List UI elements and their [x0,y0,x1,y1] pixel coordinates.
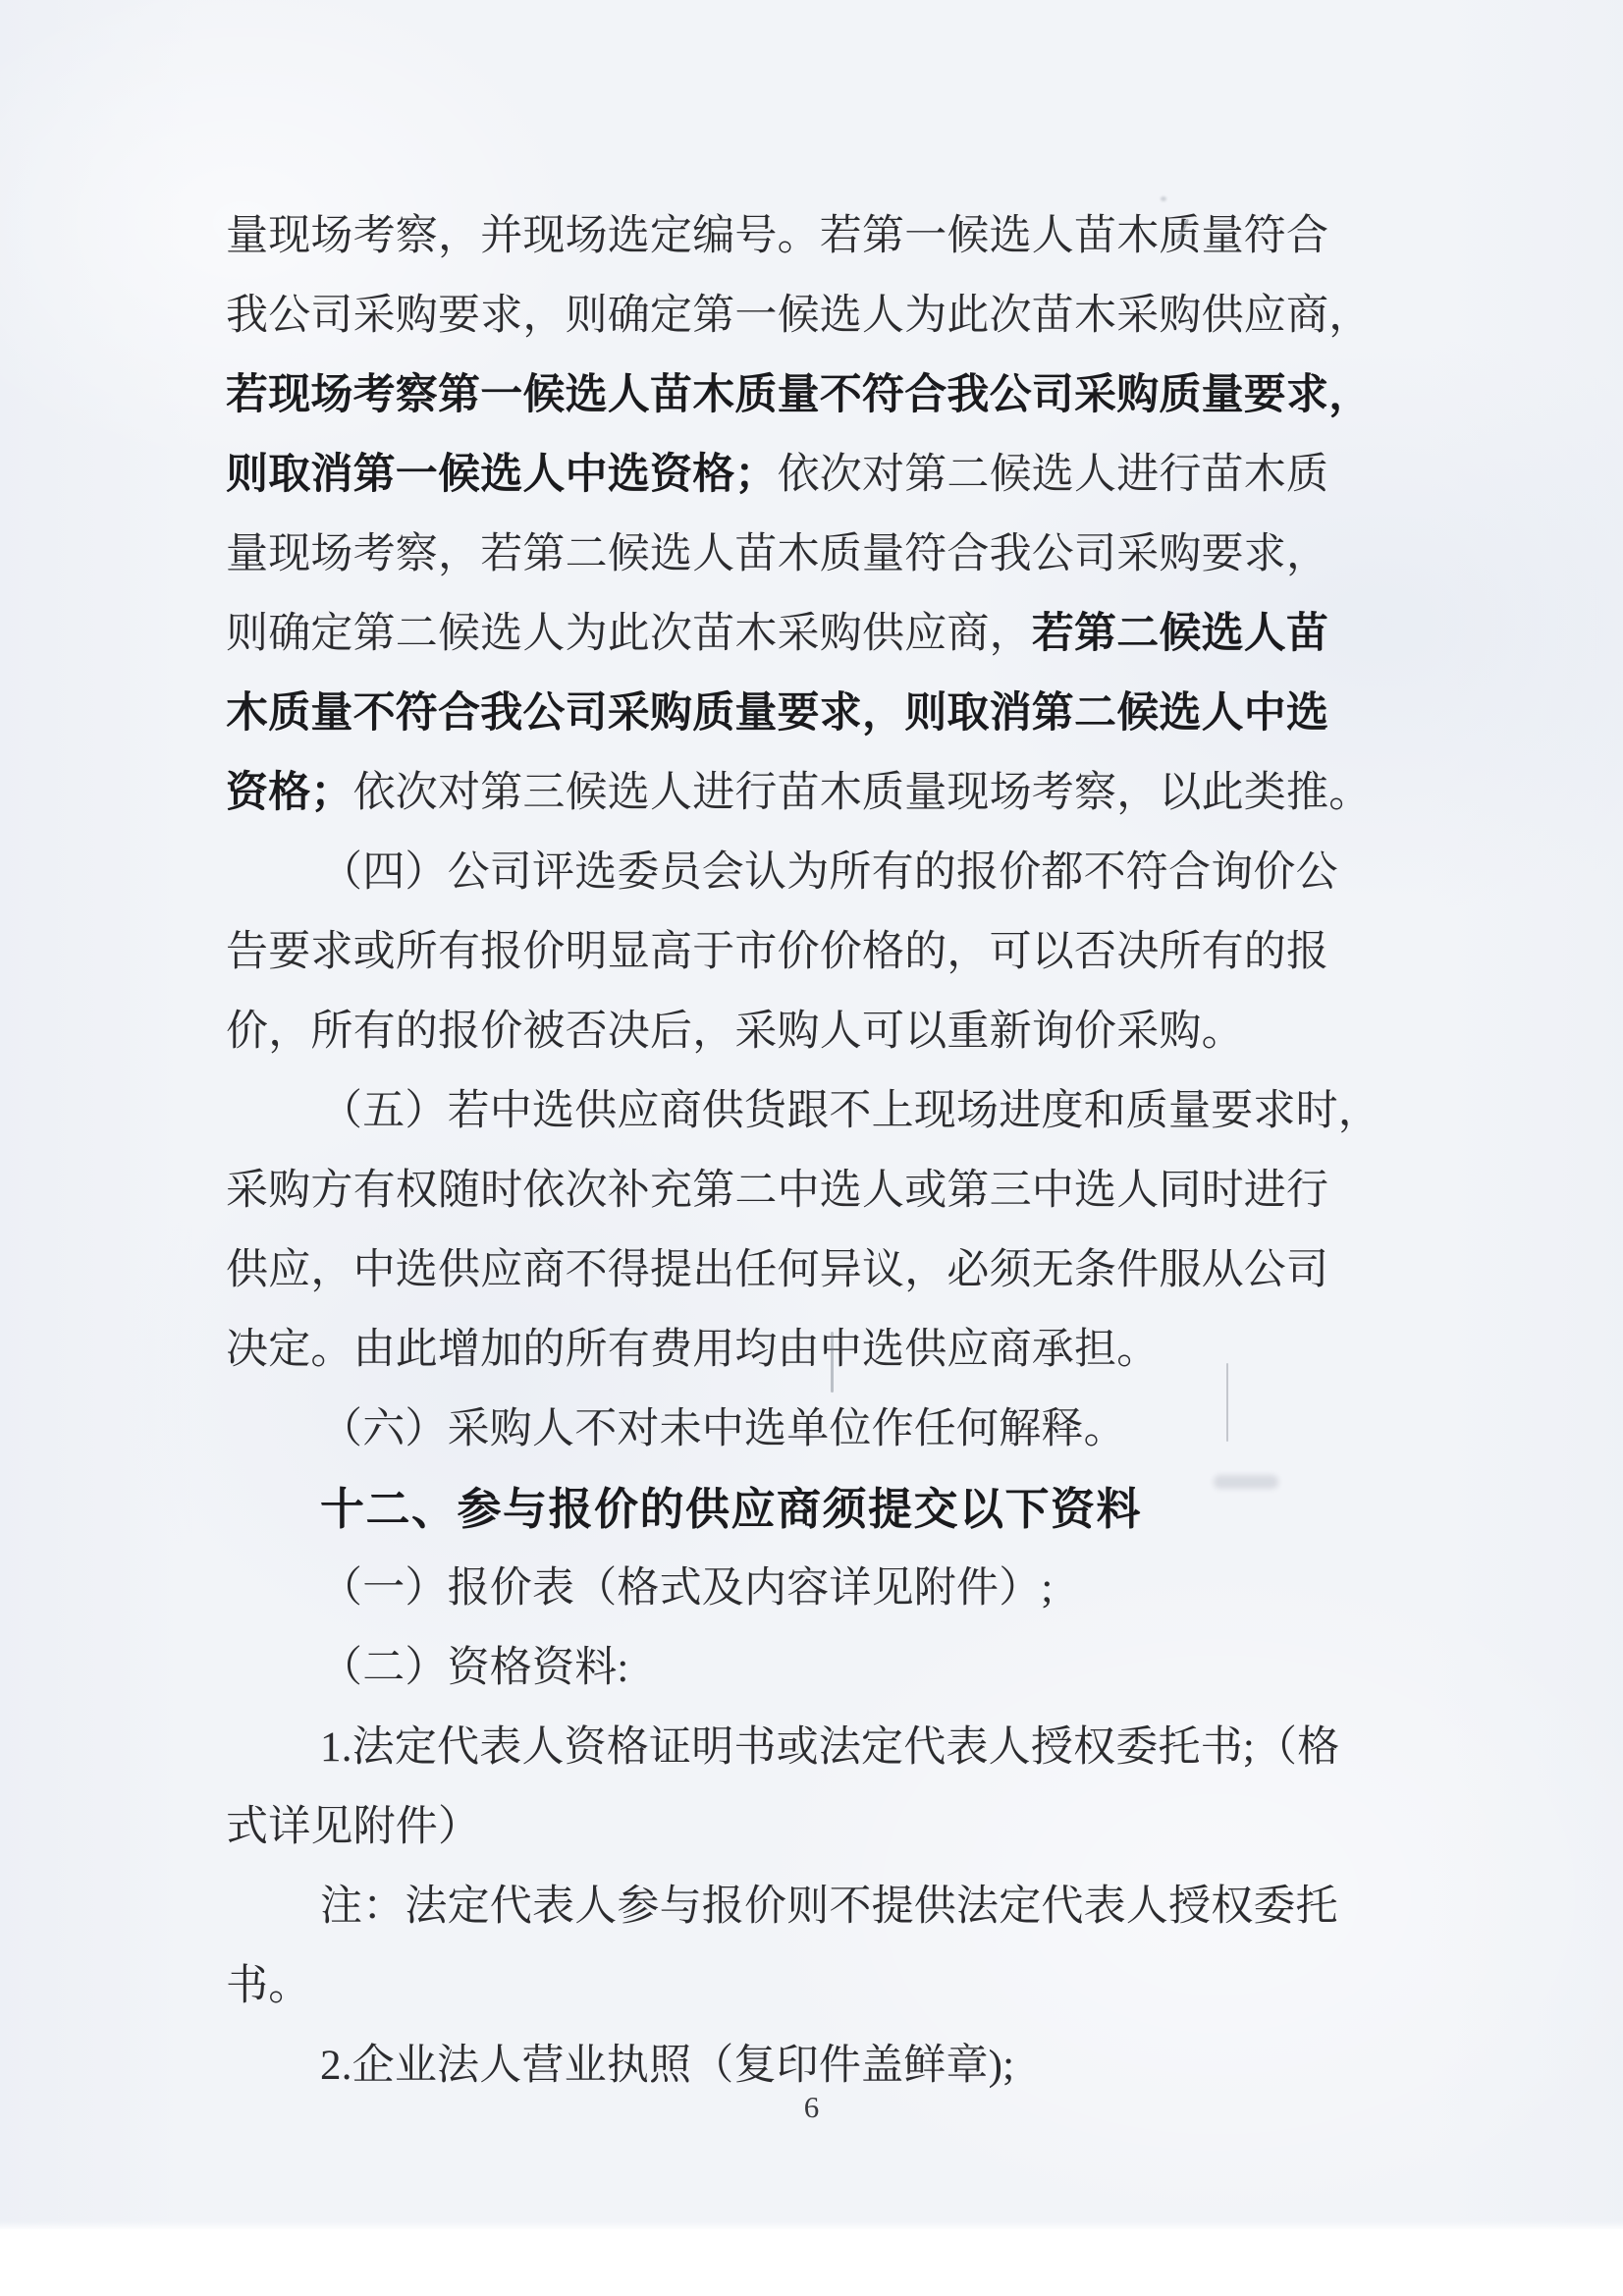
text-segment: 则确定第二候选人为此次苗木采购供应商， [226,611,1032,657]
text-line [226,1151,1412,1230]
text-line [226,1787,1412,1867]
text-line [226,674,1412,753]
text-segment: （一）报价表（格式及内容详见附件）; [320,1565,1054,1612]
text-line [226,1549,1412,1628]
text-line [226,753,1412,833]
text-segment: 式详见附件） [226,1804,481,1850]
text-segment: 量现场考察，若第二候选人苗木质量符合我公司采购要求， [226,531,1329,577]
text-line [226,435,1412,515]
text-line [226,1867,1412,1946]
text-segment: 2.企业法人营业执照（复印件盖鲜章); [320,2043,1015,2089]
text-line [226,1390,1412,1469]
text-segment: 告要求或所有报价明显高于市价价格的，可以否决所有的报 [226,929,1329,975]
text-segment: 决定。由此增加的所有费用均由中选供应商承担。 [226,1327,1160,1373]
text-segment: （二）资格资料: [320,1645,629,1691]
text-line [226,276,1412,355]
text-line [226,1071,1412,1151]
text-segment: 若现场考察第一候选人苗木质量不符合我公司采购质量要求， [226,372,1372,418]
text-line [226,912,1412,992]
text-line [226,1230,1412,1310]
text-line [226,1310,1412,1390]
text-line [226,355,1412,435]
page-number: 6 [803,2090,820,2124]
text-segment: 若第二候选人苗 [1031,611,1329,657]
text-segment: 依次对第二候选人进行苗木质 [777,452,1329,498]
text-segment: （六）采购人不对未中选单位作任何解释。 [320,1406,1126,1452]
text-line [226,196,1412,276]
text-segment: 依次对第三候选人进行苗木质量现场考察，以此类推。 [352,770,1372,816]
text-segment: 则取消第一候选人中选资格； [226,452,778,498]
text-line [226,833,1412,912]
text-segment: 采购方有权随时依次补充第二中选人或第三中选人同时进行 [226,1168,1329,1214]
text-segment: 十二、参与报价的供应商须提交以下资料 [320,1483,1143,1535]
section-heading-line [226,1469,1412,1549]
text-segment: 书。 [226,1963,311,2009]
text-segment: 量现场考察，并现场选定编号。若第一候选人苗木质量符合 [226,213,1329,259]
text-segment: 资格； [226,770,353,816]
text-line [226,515,1412,594]
text-segment: （五）若中选供应商供货跟不上现场进度和质量要求时， [320,1088,1380,1134]
text-segment: 1.法定代表人资格证明书或法定代表人授权委托书;（格 [320,1724,1340,1771]
text-line [226,1628,1412,1708]
text-segment: 注：法定代表人参与报价则不提供法定代表人授权委托 [320,1884,1338,1930]
text-segment: 我公司采购要求，则确定第一候选人为此次苗木采购供应商， [226,293,1372,339]
text-line [226,1946,1412,2026]
text-segment: （四）公司评选委员会认为所有的报价都不符合询价公 [320,849,1338,896]
text-segment: 木质量不符合我公司采购质量要求，则取消第二候选人中选 [226,690,1329,737]
text-line [226,992,1412,1071]
scan-edge-white-strip [0,2229,1623,2296]
text-segment: 价，所有的报价被否决后，采购人可以重新询价采购。 [226,1009,1244,1055]
text-segment: 供应，中选供应商不得提出任何异议，必须无条件服从公司 [226,1247,1329,1293]
text-line [226,1708,1412,1787]
document-text-block [226,196,1412,2105]
text-line [226,594,1412,674]
